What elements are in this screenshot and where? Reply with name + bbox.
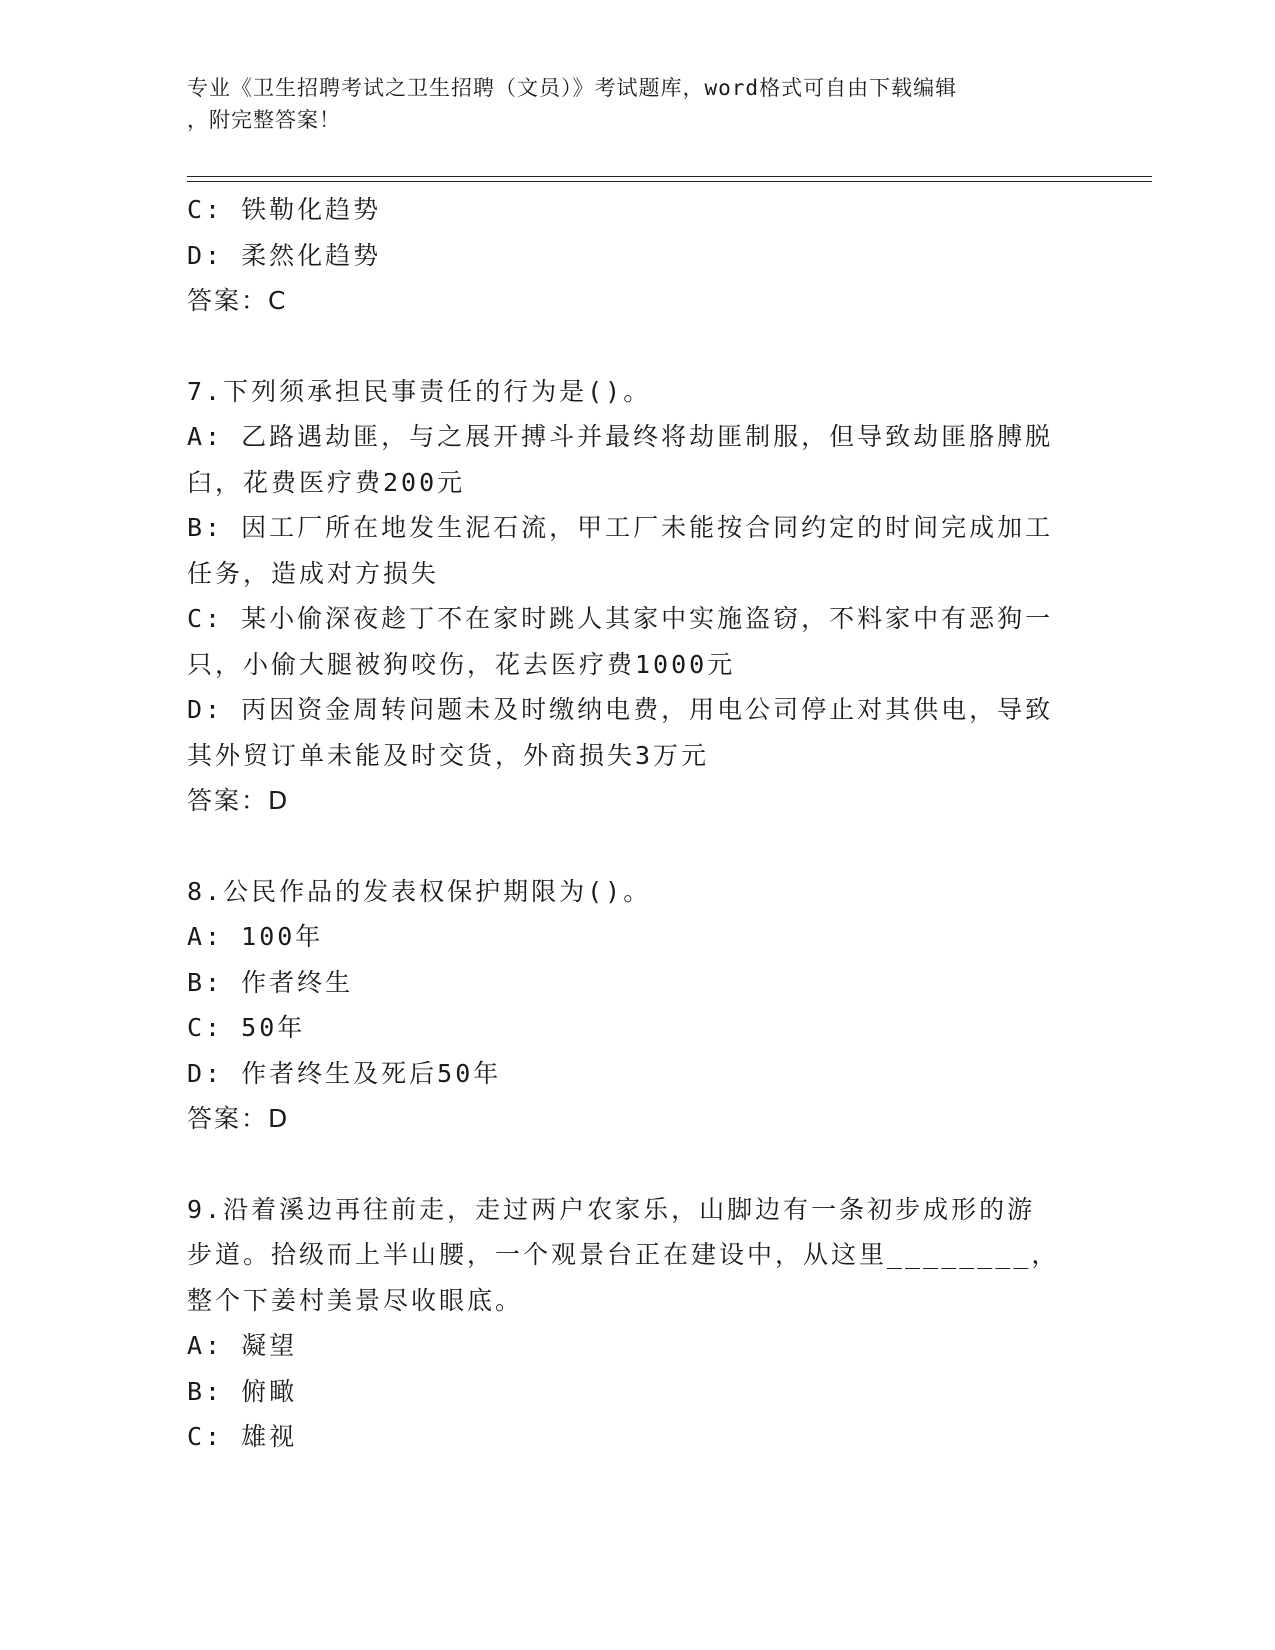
- header-line-1: 专业《卫生招聘考试之卫生招聘（文员）》考试题库，word格式可自由下载编辑: [187, 76, 958, 100]
- option-c-line-1: C: 某小偷深夜趁丁不在家时跳人其家中实施盗窃，不料家中有恶狗一: [187, 604, 1054, 633]
- option-c-line-2: 只，小偷大腿被狗咬伤，花去医疗费1000元: [187, 649, 736, 679]
- question-stem-line-3: 整个下姜村美景尽收眼底。: [187, 1285, 524, 1315]
- option-a-line-1: A: 乙路遇劫匪，与之展开搏斗并最终将劫匪制服，但导致劫匪胳膊脱: [187, 422, 1054, 451]
- header-rule-top: [187, 176, 1152, 177]
- spacer: [187, 1142, 1087, 1187]
- header-rule-bottom: [187, 181, 1152, 182]
- spacer: [187, 324, 1087, 369]
- option-b-line-1: B: 因工厂所在地发生泥石流，甲工厂未能按合同约定的时间完成加工: [187, 513, 1054, 542]
- option-b-line-2: 任务，造成对方损失: [187, 558, 440, 588]
- question-7: [187, 369, 1087, 824]
- prev-question: [187, 187, 1087, 324]
- option-a-line-2: 臼，花费医疗费200元: [187, 467, 466, 497]
- answer: 答案：D: [187, 786, 290, 815]
- question-stem-line-1: 9.沿着溪边再往前走，走过两户农家乐，山脚边有一条初步成形的游: [187, 1194, 1036, 1224]
- option-b: B: 俯瞰: [187, 1376, 298, 1406]
- question-8: [187, 869, 1087, 1142]
- option-c: C: 铁勒化趋势: [187, 195, 382, 224]
- option-a: A: 凝望: [187, 1331, 298, 1360]
- option-d: D: 柔然化趋势: [187, 240, 382, 270]
- question-stem: 7.下列须承担民事责任的行为是()。: [187, 376, 652, 406]
- question-stem: 8.公民作品的发表权保护期限为()。: [187, 876, 652, 906]
- page-header: [187, 72, 1087, 136]
- option-d-line-1: D: 丙因资金周转问题未及时缴纳电费，用电公司停止对其供电，导致: [187, 695, 1054, 724]
- answer: 答案：C: [187, 286, 288, 315]
- option-c: C: 雄视: [187, 1422, 298, 1451]
- option-a: A: 100年: [187, 922, 324, 951]
- option-c: C: 50年: [187, 1013, 306, 1042]
- answer: 答案：D: [187, 1104, 290, 1133]
- option-d-line-2: 其外贸订单未能及时交货，外商损失3万元: [187, 740, 710, 770]
- question-stem-line-2: 步道。拾级而上半山腰，一个观景台正在建设中，从这里________，: [187, 1240, 1060, 1269]
- question-content: [187, 187, 1087, 1460]
- question-9: [187, 1187, 1087, 1460]
- option-b: B: 作者终生: [187, 967, 354, 997]
- header-line-2: ，附完整答案！: [187, 108, 341, 132]
- option-d: D: 作者终生及死后50年: [187, 1058, 502, 1088]
- spacer: [187, 824, 1087, 869]
